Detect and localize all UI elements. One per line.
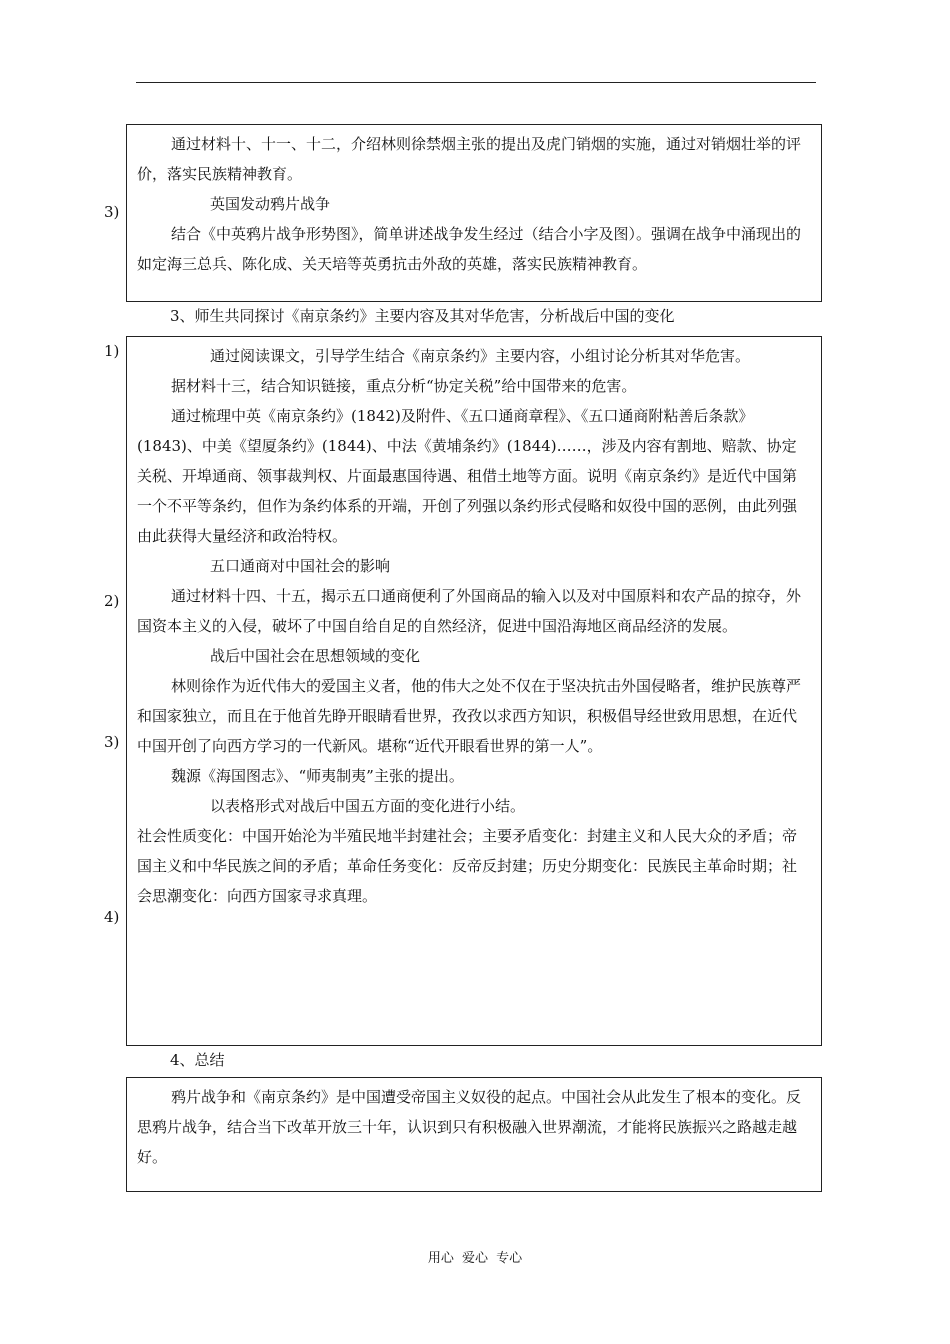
paragraph: 通过材料十、十一、十二，介绍林则徐禁烟主张的提出及虎门销烟的实施，通过对销烟壮举的评价，落实民族精神教育。: [137, 135, 802, 183]
subheading: 以表格形式对战后中国五方面的变化进行小结。: [210, 797, 526, 815]
section-heading-4: 4、总结: [170, 1051, 225, 1069]
content-box-1: [126, 124, 822, 302]
paragraph: 通过梳理中英《南京条约》(1842)及附件、《五口通商章程》、《五口通商附粘善后条款》(1843)、中美《望厦条约》(1844)、中法《黄埔条约》(1844)……，涉及内容有割地、赔款、协定关税、开埠通商、领事裁判权、片面最惠国待遇、租借土地等方面。说明《南京条约》是近代中国第一个不平等条约，但作为条约体系的开端，开创了列强以条约形式侵略和奴役中国的恶例，由此列强由此获得大量经济和政治特权。: [137, 407, 798, 545]
content-box-3: [126, 1077, 822, 1192]
item-number: 1): [104, 342, 120, 360]
paragraph: 魏源《海国图志》、“师夷制夷”主张的提出。: [171, 767, 464, 785]
paragraph: 鸦片战争和《南京条约》是中国遭受帝国主义奴役的起点。中国社会从此发生了根本的变化。反思鸦片战争，结合当下改革开放三十年，认识到只有积极融入世界潮流，才能将民族振兴之路越走越好。: [137, 1088, 802, 1166]
paragraph: 社会性质变化：中国开始沦为半殖民地半封建社会；主要矛盾变化：封建主义和人民大众的矛盾；帝国主义和中华民族之间的矛盾；革命任务变化：反帝反封建；历史分期变化：民族民主革命时期；社会思潮变化：向西方国家寻求真理。: [137, 827, 798, 905]
page-footer: 用心 爱心 专心: [427, 1251, 523, 1266]
paragraph: 林则徐作为近代伟大的爱国主义者，他的伟大之处不仅在于坚决抗击外国侵略者，维护民族尊严和国家独立，而且在于他首先睁开眼睛看世界，孜孜以求西方知识，积极倡导经世致用思想，在近代中国开创了向西方学习的一代新风。堪称“近代开眼看世界的第一人”。: [137, 677, 802, 755]
item-number: 4): [104, 908, 120, 926]
item-number: 2): [104, 592, 120, 610]
subheading: 五口通商对中国社会的影响: [210, 557, 391, 575]
header-rule: [136, 82, 816, 83]
paragraph: 据材料十三，结合知识链接，重点分析“协定关税”给中国带来的危害。: [171, 377, 637, 395]
content-box-2: [126, 336, 822, 1046]
subheading: 战后中国社会在思想领域的变化: [210, 647, 421, 665]
subheading: 通过阅读课文，引导学生结合《南京条约》主要内容，小组讨论分析其对华危害。: [210, 347, 751, 365]
item-number: 3): [104, 733, 120, 751]
subheading: 英国发动鸦片战争: [210, 195, 331, 213]
item-number: 3): [104, 203, 120, 221]
paragraph: 通过材料十四、十五，揭示五口通商便利了外国商品的输入以及对中国原料和农产品的掠夺，外国资本主义的入侵，破坏了中国自给自足的自然经济，促进中国沿海地区商品经济的发展。: [137, 587, 802, 635]
paragraph: 结合《中英鸦片战争形势图》，简单讲述战争发生经过（结合小字及图）。强调在战争中涌现出的如定海三总兵、陈化成、关天培等英勇抗击外敌的英雄，落实民族精神教育。: [137, 225, 802, 273]
section-heading-3: 3、师生共同探讨《南京条约》主要内容及其对华危害，分析战后中国的变化: [170, 307, 675, 325]
